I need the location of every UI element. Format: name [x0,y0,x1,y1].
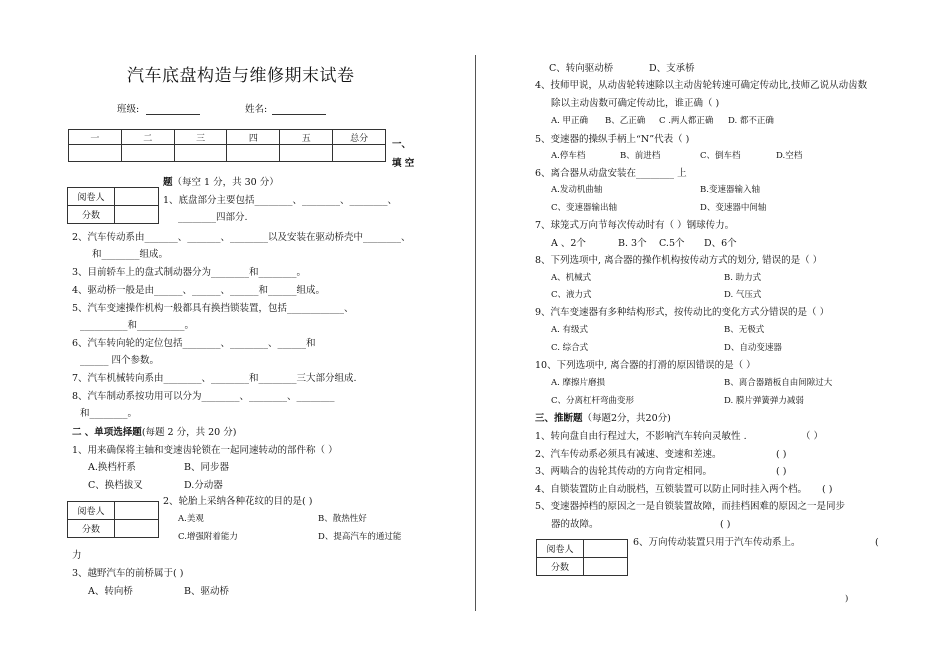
option[interactable]: A.换档杆系 [88,462,136,473]
question-fill-5: 5、汽车变速操作机构一般都具有换挡锁装置，包括____________、 [72,303,354,314]
score-cell[interactable] [333,145,386,162]
grader-label: 阅卷人 [537,540,584,558]
answer-parens[interactable]: ( ) [776,449,787,460]
score-table [68,129,386,162]
question-choice-6: 6、离合器从动盘安装在________ 上 [535,168,687,179]
option[interactable]: A、转向桥 [88,586,133,597]
answer-parens[interactable]: ( ) [776,466,787,477]
grader-cell[interactable] [115,502,159,520]
question-fill-2-cont: 和________组成。 [92,249,169,260]
option[interactable]: C、换档拔叉 [88,480,143,491]
option[interactable]: A.停车档 [551,151,586,161]
score-cell[interactable] [69,145,122,162]
option[interactable]: A. 摩擦片磨损 [551,378,606,388]
option[interactable]: A.发动机曲轴 [551,185,603,195]
section3-note: （每题2分，共20分) [582,413,671,424]
answer-parens[interactable]: （ ） [801,431,824,442]
option[interactable]: D、提高汽车的通过能 [318,532,402,542]
option[interactable]: B. 3个 [618,238,647,249]
question-judge-5: 5、变速器掉档的原因之一是自锁装置故障，而挂档困难的原因之一是同步 [535,501,846,512]
question-fill-7: 7、汽车机械转向系由________、________和________三大部分组成. [72,373,357,384]
section1-heading: 填 空 [392,158,415,169]
answer-parens-close: ) [845,594,849,604]
question-fill-6-cont: ______ 四个参数。 [80,355,160,366]
question-fill-2: 2、汽车传动系由_______、_______、________以及安装在驱动桥壳中________、 [72,232,411,243]
question-choice-4-cont: 除以主动齿数可确定传动比，谁正确（ ) [551,98,720,109]
score-header: 四 [227,130,280,145]
question-judge-4: 4、自锁装置防止自动脱档，互锁装置可以防止同时挂入两个档。 [535,484,808,495]
score-header: 五 [280,130,333,145]
question-fill-3: 3、目前轿车上的盘式制动器分为________和________。 [72,267,307,278]
option[interactable]: D. 气压式 [724,290,762,300]
question-judge-6: 6、万向传动装置只用于汽车传动系上。 [633,537,801,548]
name-blank[interactable] [272,114,326,115]
grader-box [67,187,159,224]
answer-parens-open[interactable]: ( [875,537,879,548]
grader-label: 阅卷人 [68,502,115,520]
score-cell[interactable] [115,520,159,538]
score-header: 三 [174,130,227,145]
option[interactable]: A 、2个 [551,238,586,249]
page-divider [475,55,476,611]
answer-parens[interactable]: ( ) [822,484,833,495]
score-header: 一 [69,130,122,145]
option[interactable]: C、分离杠杆弯曲变形 [551,396,635,406]
question-judge-1: 1、转向盘自由行程过大，不影响汽车转向灵敏性 . [535,431,747,442]
option[interactable]: A、机械式 [551,273,592,283]
question-choice-2: 2、轮胎上采纳各种花纹的目的是( ) [163,496,313,507]
option[interactable]: B. 助力式 [724,273,762,283]
option-continued: 力 [72,550,82,561]
question-choice-8: 8、下列选项中, 离合器的操作机构按传动方式的划分, 错误的是（ ） [535,255,823,266]
option[interactable]: D.空档 [776,151,803,161]
score-cell[interactable] [584,558,628,576]
answer-parens[interactable]: ( ) [720,519,731,530]
option[interactable]: D. 都不正确 [728,116,774,126]
score-cell[interactable] [121,145,174,162]
option[interactable]: B、前进档 [620,151,661,161]
option[interactable]: C. 综合式 [551,343,589,353]
option[interactable]: B、乙正确 [605,116,646,126]
grader-box [67,501,159,538]
option[interactable]: C、倒车档 [700,151,741,161]
option[interactable]: C .两人都正确 [659,116,714,126]
option[interactable]: A.美观 [178,514,204,524]
score-cell[interactable] [174,145,227,162]
option[interactable]: D. 膜片弹簧弹力减弱 [724,396,804,406]
option[interactable]: B、同步器 [184,462,229,473]
option[interactable]: D、6个 [704,238,737,249]
option[interactable]: B.变速器输入轴 [700,185,760,195]
option[interactable]: B、离合器踏板自由间隙过大 [724,378,833,388]
option[interactable]: C.增强附着能力 [178,532,238,542]
option[interactable]: C、液力式 [551,290,592,300]
question-choice-10: 10、下列选项中, 离合器的打滑的原因错误的是（ ） [535,360,756,371]
section2-note: (每题 2 分，共 20 分) [141,427,237,438]
question-choice-5: 5、变速器的操纵手柄上“N”代表（ ) [535,134,690,145]
question-fill-8-cont: 和________。 [80,408,138,419]
question-judge-3: 3、两啮合的齿轮其传动的方向肯定相同。 [535,466,713,477]
question-choice-1: 1、用来确保将主轴和变速齿轮锁在一起同速转动的部件称（ ） [72,445,338,456]
question-judge-2: 2、汽车传动系必须具有减速、变速和差速。 [535,449,722,460]
grader-cell[interactable] [115,188,159,206]
class-blank[interactable] [146,114,200,115]
option[interactable]: C、转向驱动桥 [549,63,614,74]
section1-heading-tail: 题 [163,177,173,188]
score-cell[interactable] [280,145,333,162]
score-header: 总分 [333,130,386,145]
section3-heading: 三、推断题 [535,413,583,424]
question-fill-1-cont: ________四部分. [178,212,248,223]
option[interactable]: A. 有级式 [551,325,589,335]
score-cell[interactable] [115,206,159,224]
option[interactable]: B、无极式 [724,325,765,335]
score-cell[interactable] [227,145,280,162]
option[interactable]: D.分动器 [184,480,223,491]
question-choice-4: 4、技师甲说，从动齿轮转速除以主动齿轮转速可确定传动比,技师乙说从动齿数 [535,80,868,91]
section2-heading: 二 、单项选择题 [72,427,142,438]
option[interactable]: D、自动变速器 [724,343,782,353]
class-label: 班级: [117,104,140,115]
question-judge-5-cont: 器的故障。 [551,519,599,530]
question-choice-7: 7、球笼式万向节每次传动时有（ ）钢球传力。 [535,220,735,231]
question-fill-4: 4、驱动桥一般是由______、______、______和______组成。 [72,285,326,296]
score-label: 分数 [68,520,115,538]
grader-cell[interactable] [584,540,628,558]
question-choice-9: 9、汽车变速器有多种结构形式，按传动比的变化方式分错误的是（ ） [535,307,830,318]
section1-number: 一、 [392,139,412,150]
option[interactable]: D、支承桥 [649,63,695,74]
option[interactable]: D、变速器中间轴 [700,203,767,213]
option[interactable]: B、驱动桥 [184,586,229,597]
section1-note: （每空 1 分，共 30 分） [172,177,279,188]
option[interactable]: C.5个 [659,238,685,249]
question-fill-6: 6、汽车转向轮的定位包括________、________、______和 [72,338,316,349]
score-label: 分数 [537,558,584,576]
grader-box [536,539,628,576]
question-fill-5-cont: __________和__________。 [80,320,195,331]
score-label: 分数 [68,206,115,224]
option[interactable]: A. 甲正确 [551,116,589,126]
score-header: 二 [121,130,174,145]
option[interactable]: B、散热性好 [318,514,367,524]
name-label: 姓名: [245,104,268,115]
page-title: 汽车底盘构造与维修期末试卷 [127,66,355,86]
question-fill-8: 8、汽车制动系按功用可以分为________、________、________ [72,391,335,402]
grader-label: 阅卷人 [68,188,115,206]
question-choice-3: 3、越野汽车的前桥属于( ) [72,568,184,579]
option[interactable]: C、变速器输出轴 [551,203,618,213]
question-fill-1: 1、底盘部分主要包括________、________、________、 [163,195,398,206]
